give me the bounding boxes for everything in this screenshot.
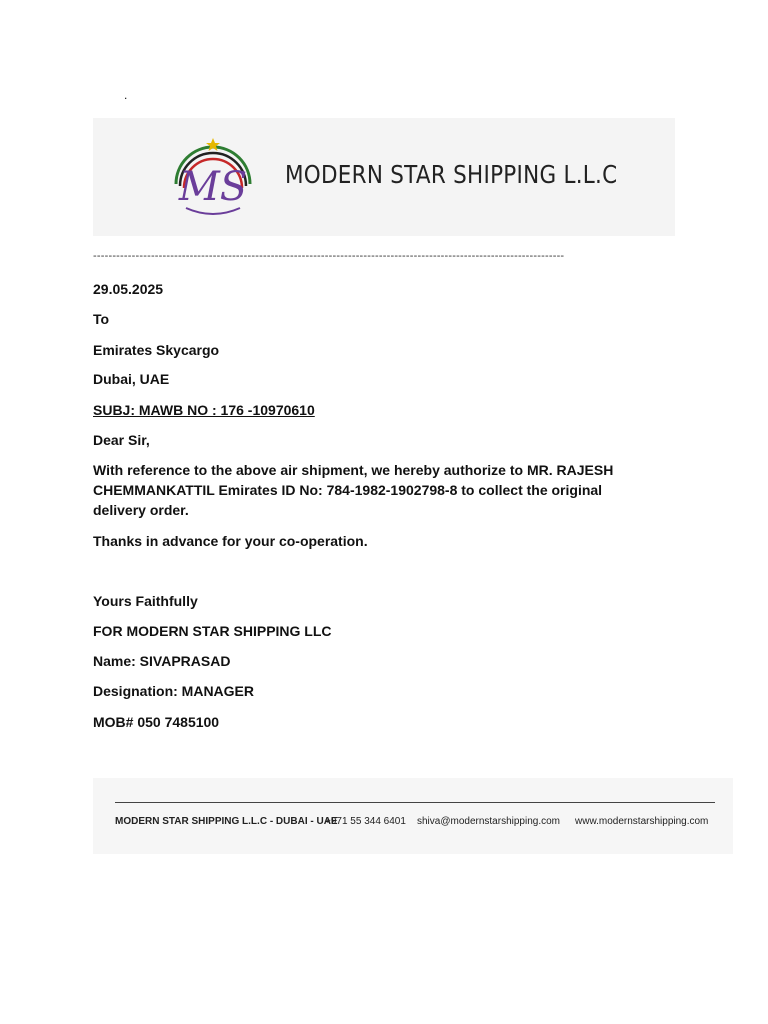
recipient-location: Dubai, UAE [93,371,170,387]
letter-date: 29.05.2025 [93,281,164,297]
letterhead-header [93,118,675,236]
signatory-mobile: MOB# 050 7485100 [93,714,220,730]
header-divider: -------------------------------------------------------------------------------------------------------------------------- [93,250,565,262]
signatory-designation: Designation: MANAGER [93,683,254,699]
closing-line: Yours Faithfully [93,593,198,609]
salutation: Dear Sir, [93,432,150,448]
footer-email: shiva@modernstarshipping.com [417,816,560,827]
for-company-line [93,623,332,639]
letterhead-company-name: MODERN STAR SHIPPING L.L.C [285,160,618,189]
subject-line: SUBJ: MAWB NO : 176 -10970610 [93,402,315,418]
thanks-line: Thanks in advance for your co-operation. [93,533,368,549]
footer-rule [115,802,715,803]
top-dot-mark: . [124,88,128,102]
footer-company: MODERN STAR SHIPPING L.L.C - DUBAI - UAE [115,816,338,827]
recipient-name: Emirates Skycargo [93,342,220,358]
logo-star-icon [206,138,220,151]
letterhead-footer [93,778,733,854]
logo-monogram: MS [178,164,248,210]
footer-website: www.modernstarshipping.com [575,816,709,827]
signatory-name: Name: SIVAPRASAD [93,653,231,669]
letter-body: With reference to the above air shipment, we hereby authorize to MR. RAJESH CHEMMANKATTIL Emirates ID No: 784-1982-1902798-8 to collect the original delivery order. [93,462,614,518]
to-label: To [93,311,110,327]
for-company-text: FOR MODERN STAR SHIPPING LLC [93,623,332,639]
footer-phone: +971 55 344 6401 [325,816,406,827]
company-logo [168,134,258,218]
